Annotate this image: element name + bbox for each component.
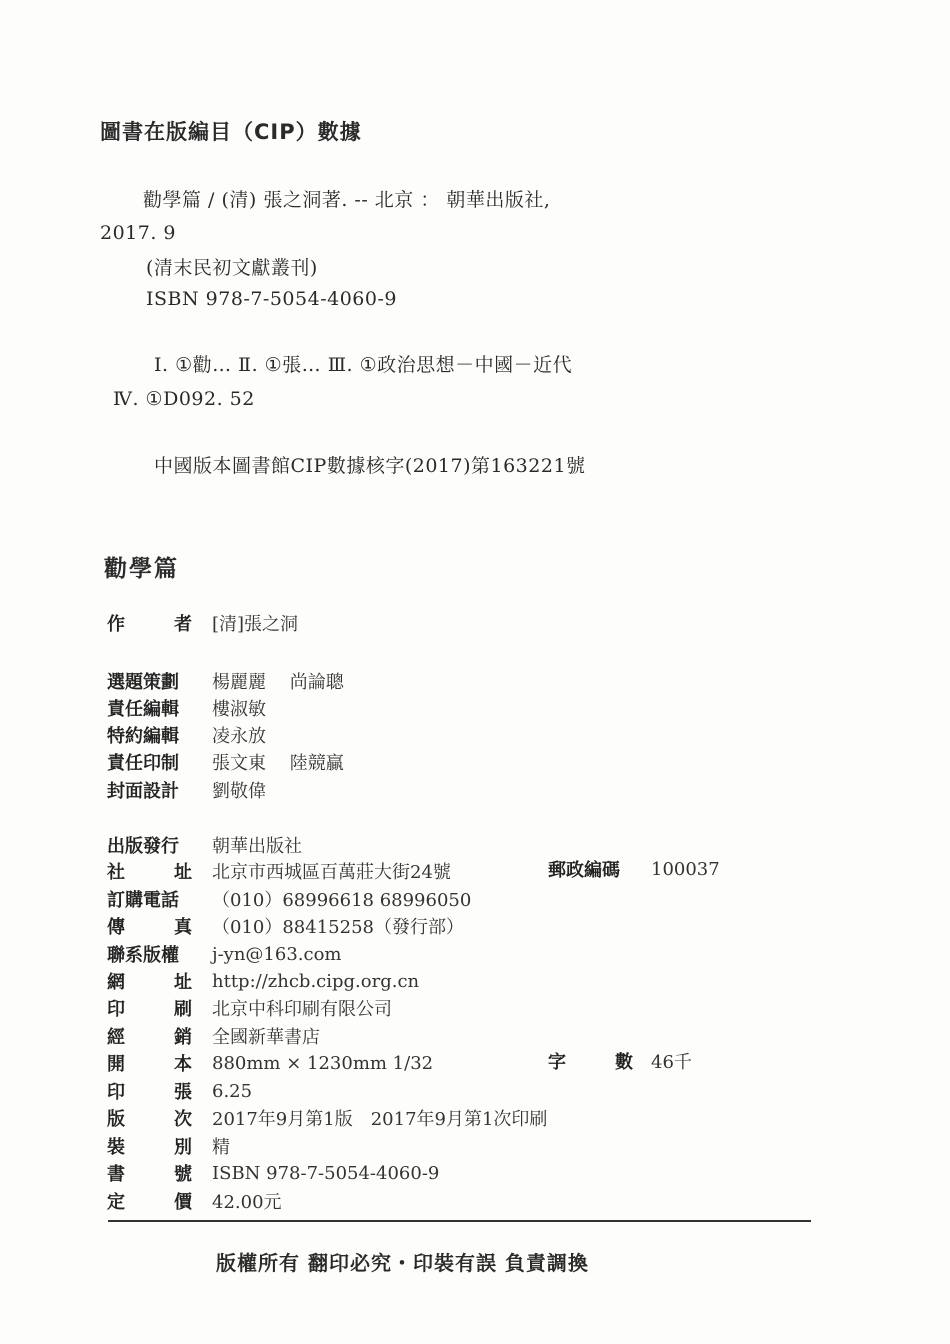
staff-row: [107, 668, 344, 694]
publishing-value: 全國新華書店: [212, 1027, 320, 1048]
publishing-row: [107, 886, 471, 912]
wordcount-value: 46千: [651, 1052, 692, 1073]
postcode-row: [548, 856, 720, 882]
staff-label: 封面設計: [107, 781, 179, 802]
publishing-row: [107, 1105, 547, 1131]
publishing-row: [107, 1023, 320, 1049]
author-row: [107, 610, 298, 636]
publishing-value: 朝華出版社: [212, 836, 302, 857]
author-label: 作 者: [107, 614, 192, 635]
publishing-label: 傳 真: [107, 917, 192, 938]
staff-value: 楊麗麗 尚論聰: [212, 672, 344, 693]
publishing-label: 訂購電話: [107, 890, 179, 911]
postcode-label: 郵政編碼: [548, 860, 620, 881]
postcode-value: 100037: [651, 858, 720, 880]
publishing-label: 聯系版權: [107, 945, 179, 966]
wordcount-row: [548, 1048, 692, 1074]
footer-divider: [108, 1220, 811, 1222]
publishing-value: 42.00元: [212, 1192, 282, 1213]
publishing-row: [107, 913, 464, 939]
publishing-row: [107, 1188, 282, 1214]
wordcount-label: 字 數: [548, 1052, 633, 1073]
publishing-value: j-yn@163.com: [212, 943, 342, 965]
cip-line-1: 勸學篇 / (清) 張之洞著. -- 北京 ： 朝華出版社,: [143, 189, 551, 211]
publishing-value: 880mm × 1230mm 1/32: [212, 1052, 434, 1074]
publishing-row: [107, 995, 392, 1021]
publishing-label: 定 價: [107, 1192, 192, 1213]
publishing-label: 印 張: [107, 1082, 192, 1103]
staff-label: 責任編輯: [107, 699, 179, 720]
staff-label: 選題策劃: [107, 672, 179, 693]
publishing-label: 書 號: [107, 1164, 192, 1185]
publishing-row: [107, 968, 419, 994]
cip-heading: 圖書在版編目（CIP）數據: [100, 120, 362, 144]
publishing-label: 經 銷: [107, 1027, 192, 1048]
staff-label: 責任印制: [107, 753, 179, 774]
staff-row: [107, 777, 266, 803]
publishing-label: 網 址: [107, 972, 192, 993]
publishing-row: [107, 1133, 230, 1159]
cip-record-number: 中國版本圖書館CIP數據核字(2017)第163221號: [154, 455, 586, 477]
publishing-value: （010）68996618 68996050: [212, 890, 472, 911]
cip-isbn: ISBN 978-7-5054-4060-9: [146, 288, 397, 310]
cip-series: (清末民初文獻叢刊): [146, 257, 318, 279]
staff-label: 特約編輯: [107, 726, 179, 747]
publishing-value: （010）88415258（發行部）: [212, 917, 464, 938]
cip-classification-1: Ⅰ. ①勸… Ⅱ. ①張… Ⅲ. ①政治思想－中國－近代: [154, 354, 573, 376]
staff-row: [107, 749, 344, 775]
publishing-value: 精: [212, 1137, 230, 1158]
publishing-row: [107, 1078, 252, 1104]
staff-row: [107, 695, 266, 721]
publishing-label: 裝 別: [107, 1137, 192, 1158]
publishing-label: 印 刷: [107, 999, 192, 1020]
publishing-value: ISBN 978-7-5054-4060-9: [212, 1162, 440, 1184]
cip-line-2: 2017. 9: [100, 222, 177, 244]
staff-row: [107, 722, 266, 748]
author-value: [清]張之洞: [212, 614, 299, 635]
publishing-label: 社 址: [107, 862, 192, 883]
publishing-label: 開 本: [107, 1054, 192, 1075]
publishing-row: [107, 941, 342, 967]
publishing-row: [107, 1160, 439, 1186]
publishing-value: 北京市西城區百萬莊大街24號: [212, 862, 451, 883]
staff-value: 凌永放: [212, 726, 266, 747]
book-title: 勸學篇: [104, 556, 179, 582]
staff-value: 張文東 陸競贏: [212, 753, 344, 774]
publishing-label: 版 次: [107, 1109, 192, 1130]
publishing-value: http://zhcb.cipg.org.cn: [212, 970, 420, 992]
cip-classification-2: Ⅳ. ①D092. 52: [113, 388, 255, 410]
staff-value: 樓淑敏: [212, 699, 266, 720]
publishing-value: 北京中科印刷有限公司: [212, 999, 392, 1020]
publishing-row: [107, 832, 302, 858]
copyright-notice: 版權所有 翻印必究・印裝有誤 負責調換: [216, 1251, 589, 1275]
staff-value: 劉敬偉: [212, 781, 266, 802]
publishing-row: [107, 1050, 433, 1076]
publishing-value: 6.25: [212, 1080, 253, 1102]
publishing-row: [107, 858, 451, 884]
publishing-value: 2017年9月第1版 2017年9月第1次印刷: [212, 1109, 548, 1130]
publishing-label: 出版發行: [107, 836, 179, 857]
